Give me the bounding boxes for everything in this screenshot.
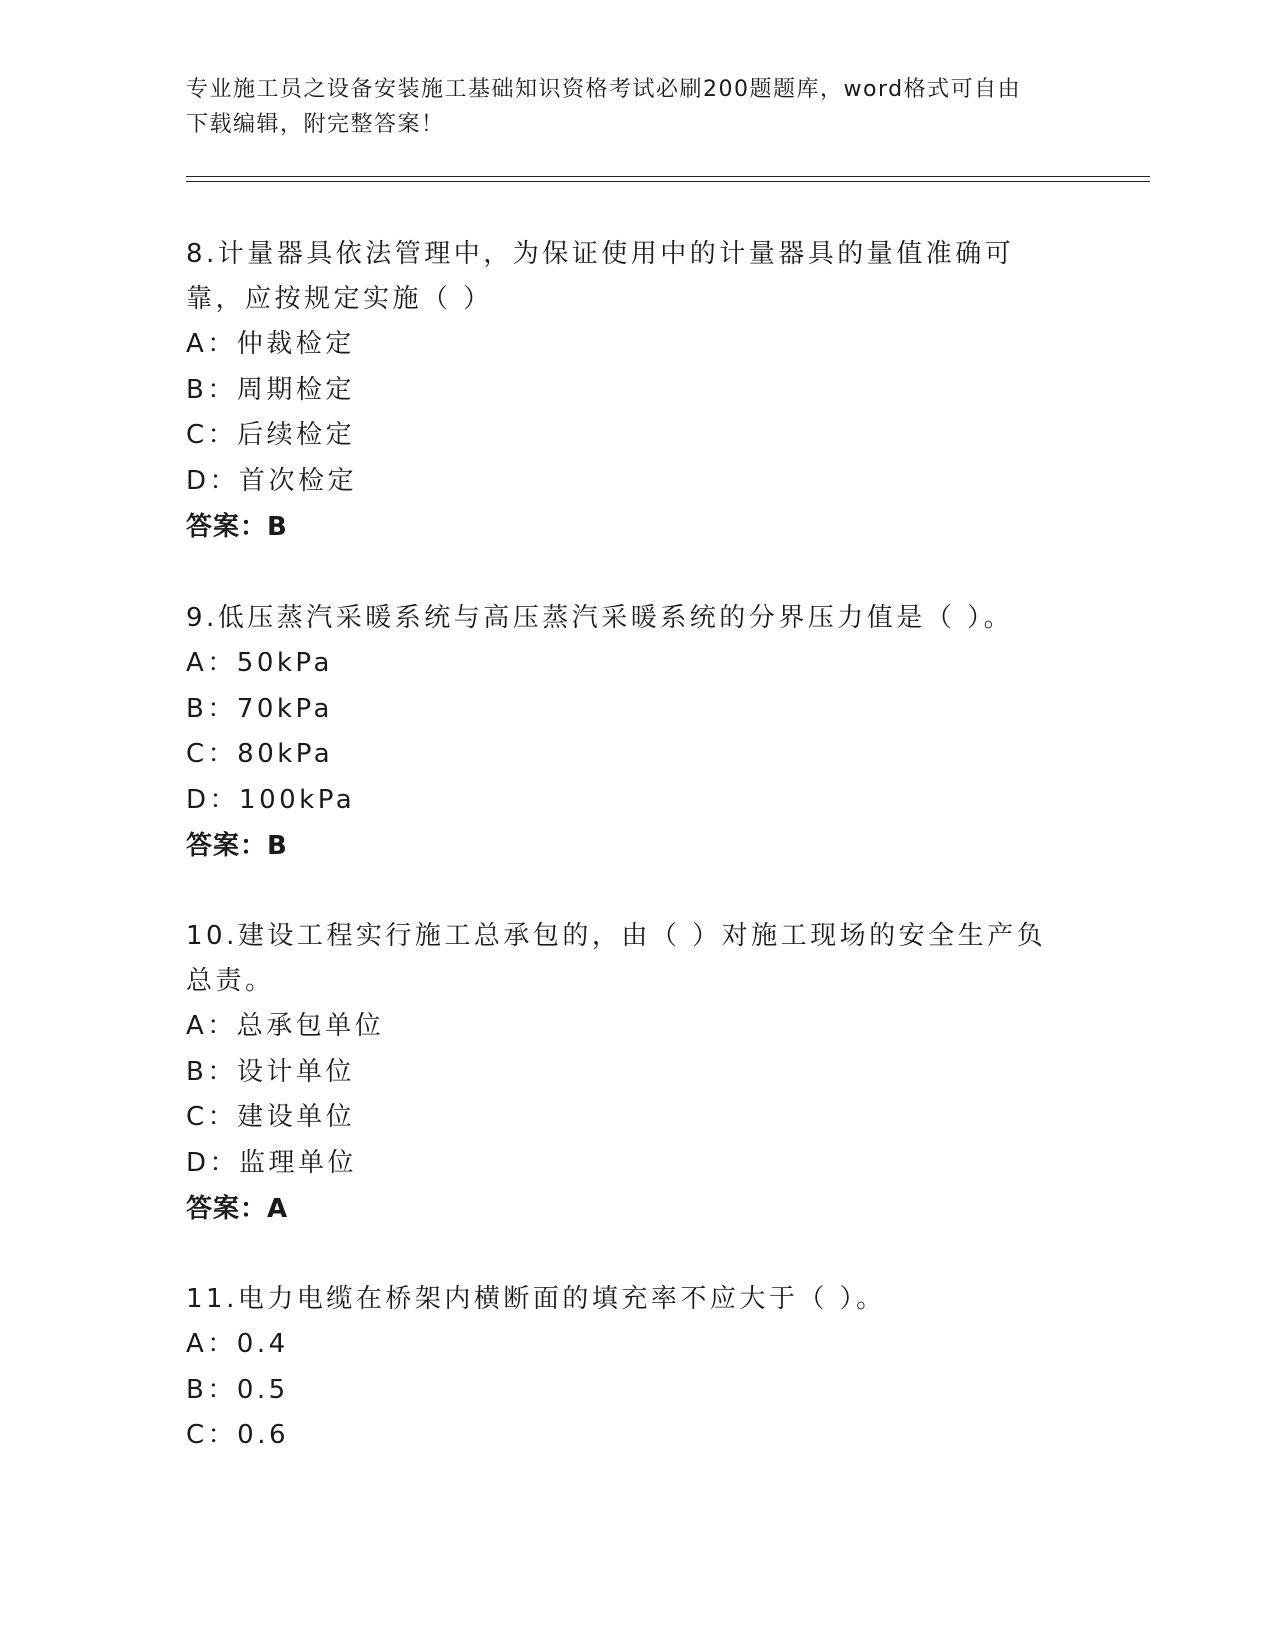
option-a: A：仲裁检定 (186, 329, 355, 359)
question-stem: 9.低压蒸汽采暖系统与高压蒸汽采暖系统的分界压力值是（ ）。 (186, 603, 1014, 633)
option-c: C：0.6 (186, 1420, 290, 1450)
option-a: A：50kPa (186, 648, 333, 678)
question-8 (186, 232, 1066, 550)
question-stem: 10.建设工程实行施工总承包的，由（ ）对施工现场的安全生产负总责。 (186, 921, 1047, 996)
option-c: C：80kPa (186, 739, 334, 769)
option-b: B：设计单位 (186, 1056, 355, 1087)
option-d: D：100kPa (186, 784, 356, 815)
question-9 (186, 596, 1066, 869)
answer-label: 答案：B (186, 512, 288, 542)
option-a: A：总承包单位 (186, 1011, 385, 1041)
header-divider-bottom (186, 181, 1150, 182)
header-line-2: 下载编辑，附完整答案！ (186, 112, 445, 137)
option-c: C：后续检定 (186, 420, 356, 450)
option-d: D：监理单位 (186, 1147, 358, 1178)
option-b: B：周期检定 (186, 374, 355, 405)
option-b: B：70kPa (186, 693, 333, 724)
option-c: C：建设单位 (186, 1102, 356, 1132)
document-header (186, 72, 1066, 142)
answer-label: 答案：B (186, 831, 288, 861)
option-a: A：0.4 (186, 1329, 289, 1359)
header-divider-top (186, 176, 1150, 177)
answer-label: 答案：A (186, 1194, 289, 1224)
header-line-1: 专业施工员之设备安装施工基础知识资格考试必刷200题题库，word格式可自由 (186, 77, 1022, 102)
option-d: D：首次检定 (186, 465, 358, 496)
question-stem: 8.计量器具依法管理中，为保证使用中的计量器具的量值准确可靠，应按规定实施（ ） (186, 239, 1015, 314)
question-10 (186, 914, 1066, 1232)
question-11 (186, 1277, 1066, 1459)
question-stem: 11.电力电缆在桥架内横断面的填充率不应大于（ ）。 (186, 1284, 886, 1314)
option-b: B：0.5 (186, 1374, 289, 1405)
